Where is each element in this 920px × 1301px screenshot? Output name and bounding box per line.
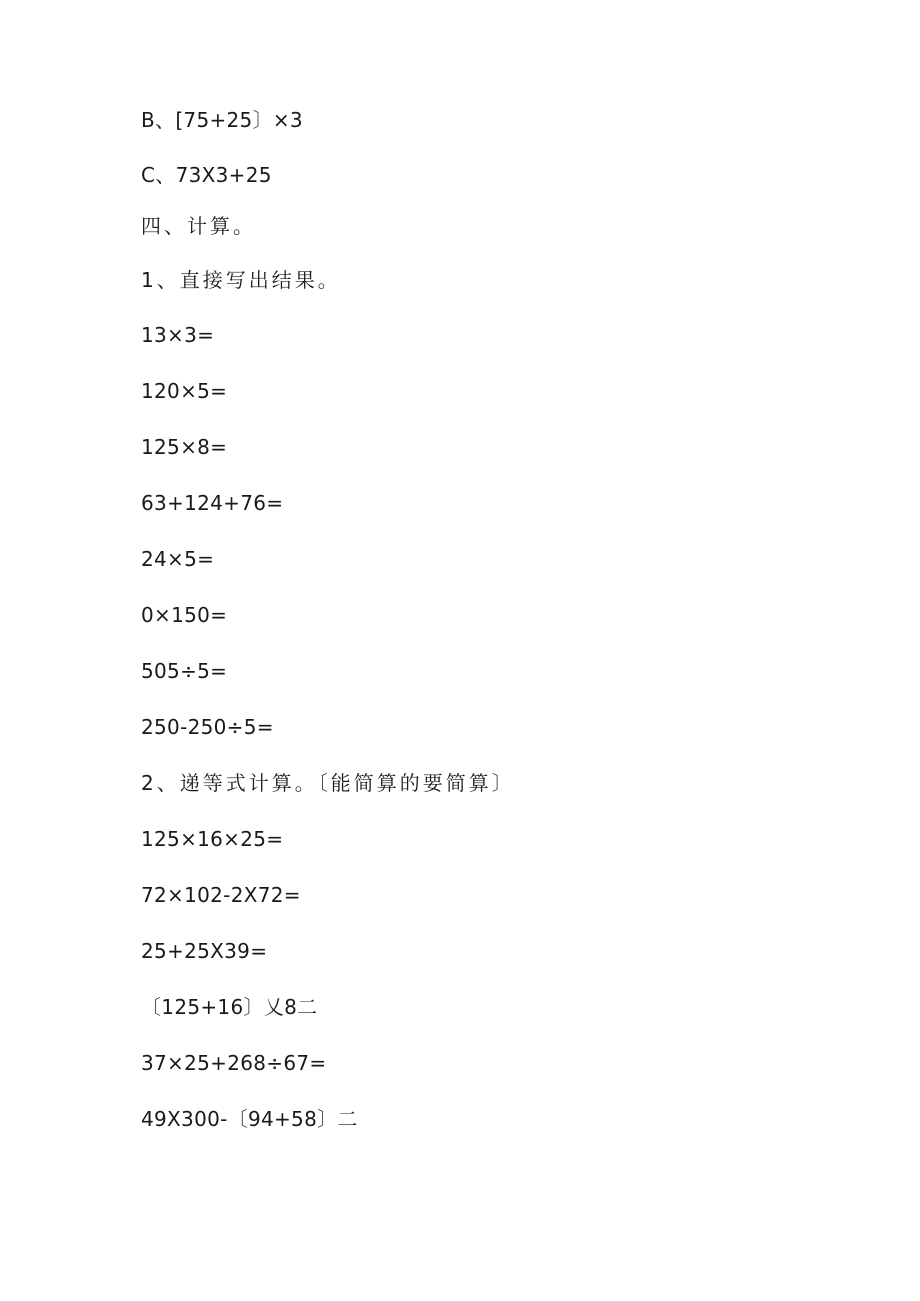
option-c: C、73X3+25 bbox=[141, 163, 272, 187]
problem-line: 49X300-〔94+58〕二 bbox=[141, 1107, 358, 1131]
problem-line: 〔125+16〕乂8二 bbox=[141, 995, 318, 1019]
problem-line: 13×3= bbox=[141, 323, 215, 347]
question-2-heading: 2、递等式计算。〔能简算的要简算〕 bbox=[141, 771, 515, 795]
problem-line: 505÷5= bbox=[141, 659, 228, 683]
problem-line: 72×102-2X72= bbox=[141, 883, 301, 907]
problem-line: 63+124+76= bbox=[141, 491, 284, 515]
question-1-heading: 1、直接写出结果。 bbox=[141, 268, 341, 292]
section-heading: 四、计算。 bbox=[141, 214, 256, 238]
problem-line: 24×5= bbox=[141, 547, 215, 571]
problem-line: 25+25X39= bbox=[141, 939, 268, 963]
option-b: B、[75+25〕×3 bbox=[141, 108, 303, 132]
problem-line: 120×5= bbox=[141, 379, 228, 403]
problem-line: 37×25+268÷67= bbox=[141, 1051, 327, 1075]
problem-line: 125×8= bbox=[141, 435, 228, 459]
problem-line: 125×16×25= bbox=[141, 827, 284, 851]
problem-line: 0×150= bbox=[141, 603, 228, 627]
problem-line: 250-250÷5= bbox=[141, 715, 274, 739]
